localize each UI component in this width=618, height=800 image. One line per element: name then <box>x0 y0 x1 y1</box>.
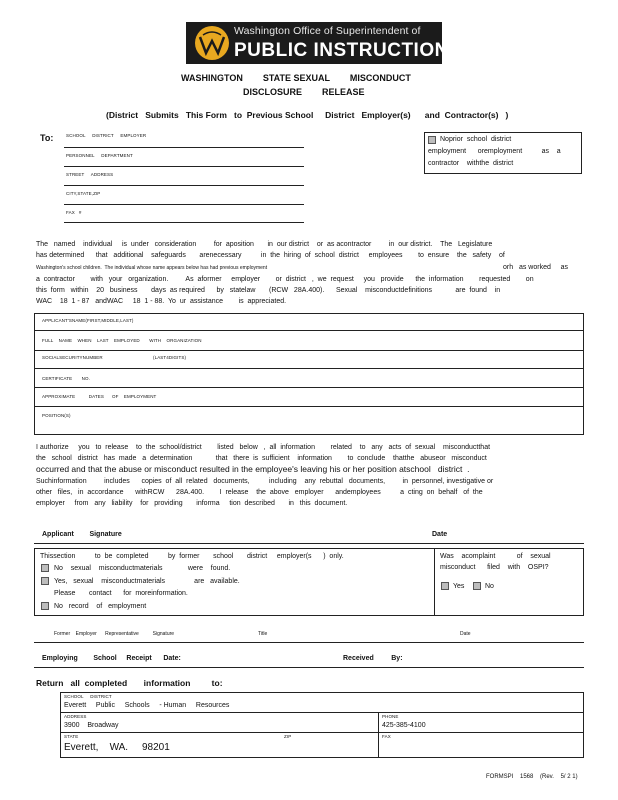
applicant-signature-label: Applicant Signature <box>42 531 122 538</box>
former-section-header: Thissection to be completed by former school district employer(s ) only. <box>40 553 344 560</box>
return-school-district-label: SCHOOL DISTRICT <box>64 694 112 699</box>
personnel-line <box>64 166 304 167</box>
logo-top-text: Washington Office of Superintendent of <box>234 25 421 37</box>
return-phone-value: 425-385-4100 <box>382 722 426 729</box>
form-subtitle: (District Submits This Form to Previous School District Employer(s) and Contractor(s) ) <box>106 110 509 120</box>
auth-line1: I authorize you to release to the school/district listed below , all information related to any acts of sexual misconductthat <box>36 444 491 451</box>
applicant-signature-line <box>34 543 584 544</box>
return-fax-label: FAX <box>382 734 391 739</box>
complaint-no-label: No <box>485 583 494 590</box>
former-rep-signature-label: Former Employer Representative Signature <box>54 631 175 637</box>
return-address-value: 3900 Broadway <box>64 722 119 729</box>
no-prior-line2: employment oremployment as a <box>428 148 561 155</box>
certificate-divider <box>34 387 584 388</box>
applicant-name-divider <box>34 330 584 331</box>
intro-line6: WAC 18 1 - 87 andWAC 18 1 - 88. Yo ur assistance is appreciated. <box>36 298 287 305</box>
to-label: To: <box>40 133 54 143</box>
logo-main-text: PUBLIC INSTRUCTION <box>234 40 449 61</box>
yes-materials-checkbox[interactable] <box>41 577 49 585</box>
return-address-divider <box>60 732 584 733</box>
return-phone-divider <box>378 712 379 732</box>
complaint-question-line1: Was acomplaint of sexual <box>440 553 551 560</box>
city-line <box>64 204 304 205</box>
return-address-label: ADDRESS <box>64 714 87 719</box>
complaint-yes-checkbox[interactable] <box>441 582 449 590</box>
no-materials-checkbox[interactable] <box>41 564 49 572</box>
positions-label: POSITION(S) <box>42 413 71 418</box>
former-date-label: Date <box>460 631 471 637</box>
fax-line <box>64 222 304 223</box>
applicant-date-label: Date <box>432 531 448 538</box>
return-city-state-value: Everett, WA. 98201 <box>64 742 170 753</box>
form-id: FORMSPI 1568 (Rev. 5/ 2 1) <box>486 774 578 780</box>
no-record-checkbox[interactable] <box>41 602 49 610</box>
ssn-last4-label: (LAST4DIGITS) <box>153 355 187 360</box>
certificate-no-label: CERTIFICATE NO. <box>42 376 90 381</box>
return-school-district-value: Everett Public Schools - Human Resources <box>64 702 230 709</box>
no-record-label: No record of employment <box>54 603 147 610</box>
form-title-line2: DISCLOSURE RELEASE <box>243 87 365 97</box>
city-state-zip-label: CITY,STATE,ZIP <box>66 191 101 196</box>
employing-school-receipt-date-label: Employing School Receipt Date: <box>42 655 181 662</box>
please-contact-label: Please contact for moreinformation. <box>54 590 188 597</box>
ospi-logo <box>186 22 449 64</box>
auth-line2: the school district has made a determination that there is sufficient information to conclude thatthe abuseor misconduct <box>36 455 487 462</box>
ssn-label: SOCIALSECURITYNUMBER <box>42 355 103 360</box>
former-section-divider <box>434 548 435 616</box>
employer-line <box>64 147 304 148</box>
received-by-label: Received By: <box>343 655 403 662</box>
former-signature-line <box>34 642 584 643</box>
ospi-logo-mark-icon <box>194 25 230 61</box>
no-prior-checkbox[interactable] <box>428 136 436 144</box>
return-fax-divider <box>378 732 379 758</box>
street-address-label: STREET ADDRESS <box>66 172 114 177</box>
no-prior-line3: contractor withthe district <box>428 160 514 167</box>
ssn-divider <box>34 368 584 369</box>
full-name-when-employed-label: FULL NAME WHEN LAST EMPLOYED WITH ORGANIZATION <box>42 338 202 343</box>
return-phone-label: PHONE <box>382 714 399 719</box>
auth-line5: other files, in accordance withRCW 28A.400. I release the above employer andemployees a cting on behalf of the <box>36 489 483 496</box>
intro-line3b: orh as worked as <box>503 264 568 271</box>
complaint-question-line2: misconduct filed with OSPI? <box>440 564 549 571</box>
no-prior-line1: Noprior school district <box>440 136 512 143</box>
intro-line5: this form within 20 business days as required by statelaw (RCW 28A.400). Sexual misconductdefinitions are found in <box>36 287 501 294</box>
return-state-label: STATE <box>64 734 79 739</box>
no-materials-label: No sexual misconductmaterials were found. <box>54 565 231 572</box>
street-line <box>64 185 304 186</box>
dates-divider <box>34 406 584 407</box>
intro-line2: has determined that additional safeguards arenecessary in the hiring of school district employees to ensure the safety of <box>36 252 505 259</box>
return-zip-label: ZIP <box>284 734 292 739</box>
intro-line4: a contractor with your organization. As aformer employer or district , we request you provide the information requested on <box>36 276 534 283</box>
applicant-info-box <box>34 313 584 435</box>
intro-line3: Washington's school children. The individual whose name appears below has had previous employment <box>36 265 268 271</box>
auth-line4: Suchinformation includes copies of all related documents, including any rebuttal documents, in personnel, investigative or <box>36 478 494 485</box>
form-title-line1: WASHINGTON STATE SEXUAL MISCONDUCT <box>181 73 411 83</box>
auth-line6: employer from any liability for providing informa tion described in this document. <box>36 500 348 507</box>
complaint-no-checkbox[interactable] <box>473 582 481 590</box>
receipt-line <box>34 667 584 668</box>
fax-label: FAX # <box>66 210 82 215</box>
yes-materials-label: Yes, sexual misconductmaterials are available. <box>54 578 240 585</box>
full-name-divider <box>34 350 584 351</box>
dates-of-employment-label: APPROXIMATE DATES OF EMPLOYMENT <box>42 394 157 399</box>
intro-line1: The named individual is under consideration for aposition in our district or as acontractor in our district. The Legislature <box>36 241 493 248</box>
former-title-label: Title <box>258 631 268 637</box>
applicant-name-label: APPLICANT'SNAME(FIRST,MIDDLE,LAST) <box>42 318 134 323</box>
school-district-employer-label: SCHOOL DISTRICT EMPLOYER <box>66 133 147 138</box>
return-district-divider <box>60 712 584 713</box>
auth-line3: occurred and that the abuse or misconduct resulted in the employee's leaving his or her position atschool district . <box>36 464 470 474</box>
complaint-yes-label: Yes <box>453 583 465 590</box>
personnel-department-label: PERSONNEL DEPARTMENT <box>66 153 133 158</box>
return-to-label: Return all completed information to: <box>36 678 223 688</box>
